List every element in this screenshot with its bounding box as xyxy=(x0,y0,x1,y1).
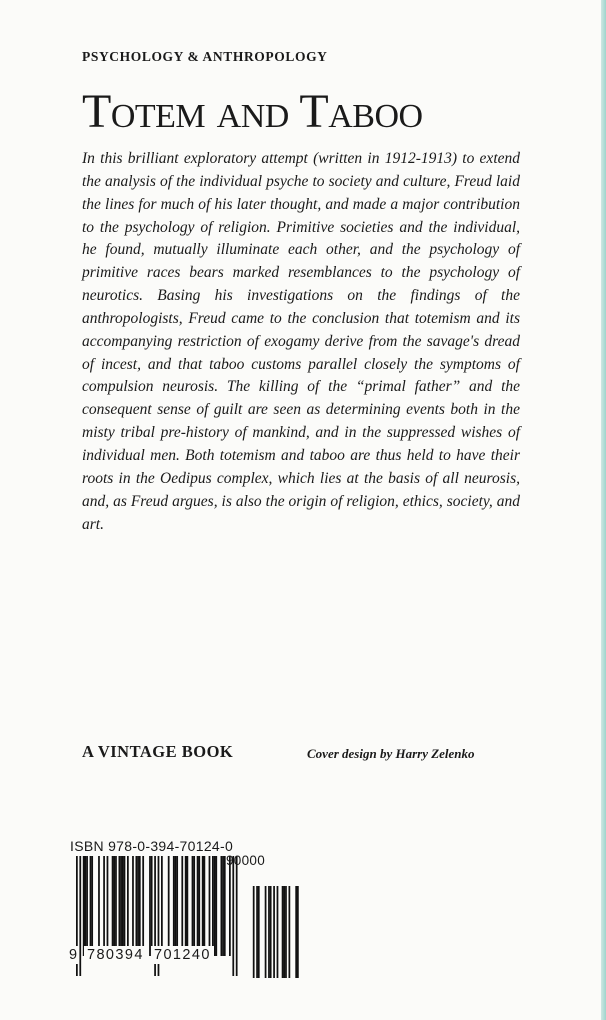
barcode-bar xyxy=(149,856,151,956)
barcode-bar xyxy=(297,886,299,978)
book-description: In this brilliant exploratory attempt (written in 1912-1913) to extend the analysis of the individual psyche to society and culture, Freud laid the lines for much of his later thought, and made a major contribution to the psychology of religion. Primitive societies and the individual, he found, mutually illuminate each other, and the psychology of primitive races bears marked resemblances to the psychology of neurotics. Basing his investigations on the findings of the anthropologists, Freud came to the conclusion that totemism and its accompanying restriction of exogamy derive from the savage's dread of incest, and that taboo customs parallel closely the symptoms of compulsion neurosis. The killing of the “primal father” and the consequent sense of guilt are seen as determining events both in the misty tribal pre-history of mankind, and in the suppressed wishes of individual men. Both totemism and taboo are thus held to have their roots in the Oedipus complex, which lies at the basis of all neurosis, and, as Freud argues, is also the origin of religion, ethics, society, and art. xyxy=(82,150,520,533)
barcode-bar xyxy=(283,886,285,978)
publisher-imprint: A VINTAGE BOOK xyxy=(82,742,234,761)
barcode-bar xyxy=(232,856,234,976)
barcode-bar xyxy=(273,886,275,978)
barcode xyxy=(68,838,300,998)
barcode-bar xyxy=(176,856,178,956)
barcode-bar xyxy=(256,886,258,978)
barcode-bar xyxy=(285,886,287,978)
barcode-bar xyxy=(85,856,87,956)
barcode-bar xyxy=(132,856,134,956)
barcode-bar xyxy=(181,856,183,956)
barcode-bar xyxy=(197,856,199,956)
barcode-bar xyxy=(161,856,163,956)
barcode-bar xyxy=(289,886,291,978)
barcode-bar xyxy=(175,856,177,956)
barcode-bar xyxy=(90,856,92,956)
barcode-bar xyxy=(222,856,224,956)
barcode-bar xyxy=(253,886,255,978)
barcode-bar xyxy=(168,856,170,956)
barcode-bar xyxy=(185,856,187,956)
barcode-bar xyxy=(215,856,217,956)
book-title: Totem and Taboo xyxy=(82,85,423,138)
barcode-digits-left: 780394 xyxy=(84,946,147,964)
barcode-bar xyxy=(204,856,206,956)
barcode-bar xyxy=(79,856,81,976)
barcode-bar xyxy=(119,856,121,956)
price-code: 90000 xyxy=(226,853,266,868)
barcode-digit-first: 9 xyxy=(69,947,79,963)
barcode-bar xyxy=(193,856,195,956)
barcode-bar xyxy=(295,886,297,978)
barcode-bar xyxy=(212,856,214,956)
barcode-bar xyxy=(282,886,284,978)
cover-edge xyxy=(601,0,606,1020)
barcode-bar xyxy=(265,886,267,978)
barcode-bar xyxy=(173,856,175,956)
barcode-bar xyxy=(268,886,270,978)
barcode-bar xyxy=(115,856,117,956)
barcode-bar xyxy=(83,856,85,956)
barcode-bars xyxy=(68,856,300,984)
isbn-label: ISBN 978-0-394-70124-0 xyxy=(70,838,234,854)
barcode-digits-right: 701240 xyxy=(151,946,214,964)
barcode-bar xyxy=(113,856,115,956)
barcode-bar xyxy=(103,856,105,956)
barcode-bar xyxy=(209,856,211,956)
barcode-bar xyxy=(107,856,109,956)
barcode-bar xyxy=(229,856,231,956)
barcode-bar xyxy=(224,856,226,956)
barcode-bar xyxy=(277,886,279,978)
barcode-bar xyxy=(139,856,141,956)
barcode-bar xyxy=(124,856,126,956)
barcode-bar xyxy=(120,856,122,956)
barcode-bar xyxy=(258,886,260,978)
barcode-bar xyxy=(221,856,223,956)
barcode-bar xyxy=(127,856,129,956)
barcode-bar xyxy=(136,856,138,956)
cover-design-credit: Cover design by Harry Zelenko xyxy=(307,746,475,761)
category-label: PSYCHOLOGY & ANTHROPOLOGY xyxy=(82,49,328,64)
barcode-bar xyxy=(192,856,194,956)
barcode-bar xyxy=(142,856,144,956)
barcode-bar xyxy=(151,856,153,956)
barcode-bar xyxy=(91,856,93,956)
barcode-bar xyxy=(98,856,100,956)
barcode-bar xyxy=(270,886,272,978)
barcode-bar xyxy=(86,856,88,956)
barcode-bar xyxy=(236,856,238,976)
barcode-bar xyxy=(214,856,216,956)
barcode-bar xyxy=(187,856,189,956)
barcode-bar xyxy=(198,856,200,956)
barcode-bar xyxy=(122,856,124,956)
barcode-bar xyxy=(202,856,204,956)
barcode-bar xyxy=(112,856,114,956)
barcode-bar xyxy=(137,856,139,956)
